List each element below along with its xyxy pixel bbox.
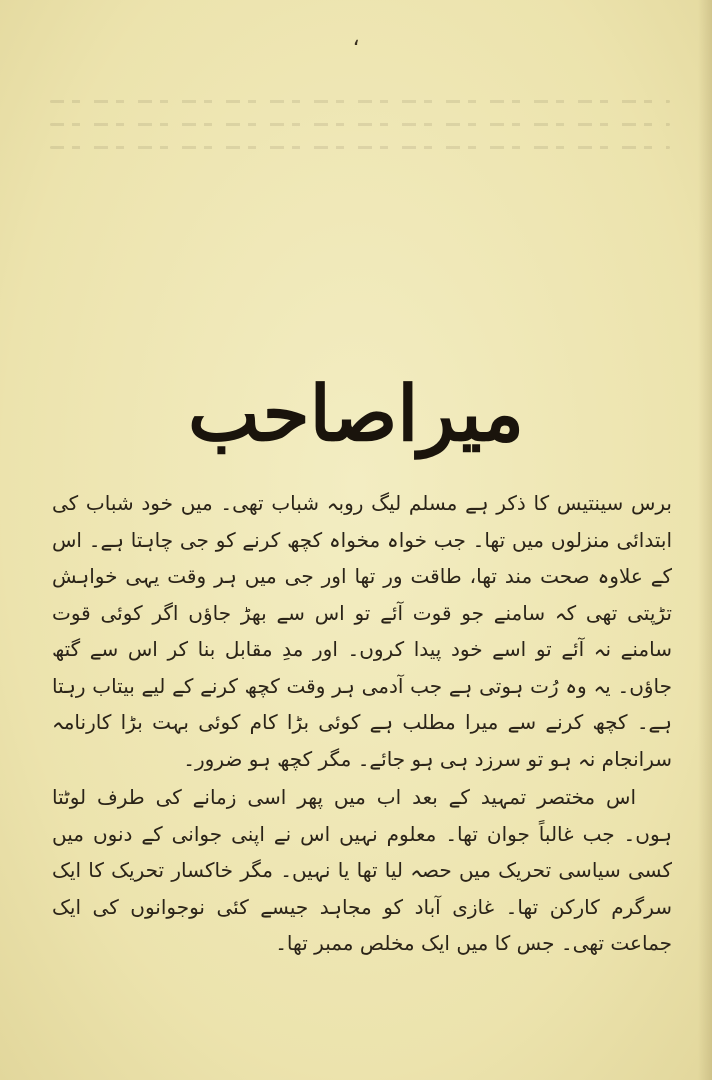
bleed-through-text [50,80,670,190]
chapter-title: میراصاحب [188,368,524,458]
paragraph-1: برس سینتیس کا ذکر ہے مسلم لیگ روبہ شباب تھی۔ میں خود شباب کی ابتدائی منزلوں میں تھا۔ جب خواہ مخواہ کچھ کرنے کو جی چاہتا ہے۔ اس کے علاوہ صحت مند تھا، طاقت ور تھا اور جی میں ہر وقت یہی خواہش تڑپتی تھی کہ سامنے جو قوت آئے تو اس سے بھڑ جاؤں اگر کوئی قوت سامنے نہ آئے تو اسے خود پیدا کروں۔ اور مدِ مقابل بنا کر اس سے گتھ جاؤں۔ یہ وہ رُت ہوتی ہے جب آدمی ہر وقت کچھ کرنے کے لیے بیتاب رہتا ہے۔ کچھ کرنے سے میرا مطلب ہے کوئی بڑا کام کوئی بہت بڑا کارنامہ سرانجام نہ ہو تو سرزد ہی ہو جائے۔ مگر کچھ ہو ضرور۔ [52,491,672,771]
bleed-line [50,146,670,149]
bleed-line [50,123,670,126]
body-text [52,485,672,1055]
bleed-line [50,100,670,103]
page-edge-shadow [698,0,712,1080]
paragraph-2: اس مختصر تمہید کے بعد اب میں پھر اسی زمانے کی طرف لوٹتا ہوں۔ جب غالباً جوان تھا۔ معلوم نہیں اس نے اپنی جوانی کے دنوں میں کسی سیاسی تحریک میں حصہ لیا تھا یا نہیں۔ مگر خاکسار تحریک کا ایک سرگرم کارکن تھا۔ غازی آباد کو مجاہد جیسے کئی نوجوانوں کی ایک جماعت تھی۔ جس کا میں ایک مخلص ممبر تھا۔ [52,785,672,955]
page-mark: ، [352,26,360,51]
